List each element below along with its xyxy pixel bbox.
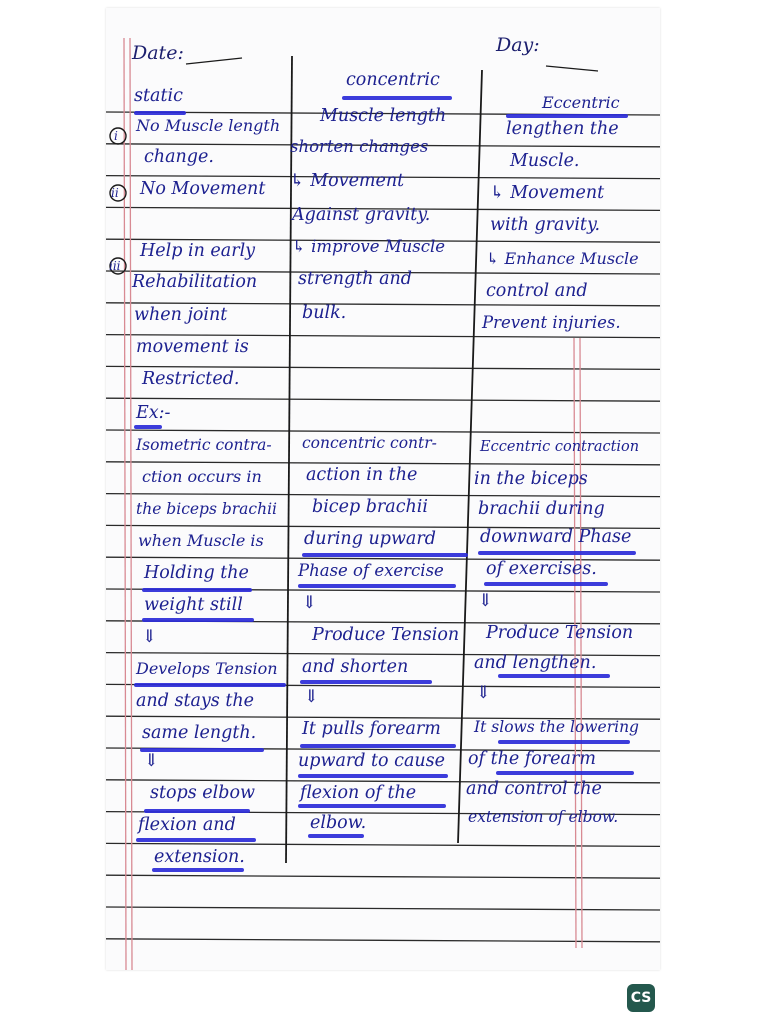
concentric-line: bicep brachii [312,497,428,517]
concentric-line: Muscle length [320,106,447,126]
static-highlight [142,618,254,622]
concentric-line: action in the [306,465,418,485]
concentric-line: concentric contr- [302,434,437,452]
concentric-line: ⇓ [304,687,319,707]
static-line: flexion and [138,815,236,835]
static-line: change. [144,147,214,167]
eccentric-line: Produce Tension [486,623,634,643]
static-line: ction occurs in [142,467,262,486]
concentric-line: elbow. [310,813,367,833]
eccentric-title: Eccentric [542,93,620,112]
eccentric-line: extension of elbow. [468,808,619,826]
static-line: Ex:- [136,403,171,423]
concentric-line: Phase of exercise [298,561,444,580]
concentric-line: ⇓ [302,593,317,613]
rule-line [106,907,660,910]
eccentric-line: control and [486,281,588,301]
eccentric-line: Muscle. [510,151,580,171]
concentric-line: ↳ Movement [290,171,405,191]
eccentric-line: ⇓ [478,591,493,611]
static-line: the biceps brachii [136,500,277,518]
eccentric-line: and lengthen. [474,653,597,673]
eccentric-line: of the forearm [468,749,596,769]
eccentric-highlight [484,582,608,586]
static-line: No Muscle length [136,116,281,135]
static-line: Holding the [144,563,249,583]
static-line: extension. [154,847,245,867]
concentric-line: Produce Tension [312,625,460,645]
concentric-line: bulk. [302,303,347,323]
eccentric-line: with gravity. [490,215,601,235]
static-line: ⇓ [144,751,159,771]
static-line: stops elbow [150,783,255,803]
concentric-line: during upward [304,529,436,549]
eccentric-line: and control the [466,779,602,799]
list-marker-i: i [114,129,118,143]
static-line: weight still [144,595,243,615]
concentric-title-highlight [342,96,452,100]
camscanner-logo: CS [627,984,655,1012]
concentric-highlight [298,584,456,588]
static-title: static [134,86,183,106]
eccentric-line: It slows the lowering [474,718,639,736]
concentric-line: upward to cause [298,751,445,771]
concentric-line: flexion of the [300,783,417,803]
static-line: ⇓ [142,627,157,647]
concentric-title: concentric [346,70,440,90]
concentric-line: strength and [298,269,412,289]
eccentric-line: ⇓ [476,683,491,703]
static-line: Isometric contra- [136,436,272,454]
rule-line [106,939,660,942]
static-line: Restricted. [142,369,240,389]
notebook-page [106,8,660,970]
eccentric-line: lengthen the [506,119,619,139]
eccentric-line: Prevent injuries. [482,313,621,332]
eccentric-highlight [498,674,610,678]
eccentric-line: ↳ Enhance Muscle [486,249,639,268]
eccentric-line: brachii during [478,499,605,519]
list-marker-ii: ii [111,186,119,200]
concentric-line: ↳ improve Muscle [292,237,445,256]
static-highlight [152,868,244,872]
concentric-line: Against gravity. [292,205,431,225]
static-line: Help in early [140,241,256,261]
static-line: Rehabilitation [132,272,258,292]
concentric-line: shorten changes [290,137,429,156]
static-line: and stays the [136,691,255,711]
concentric-highlight [308,834,364,838]
static-line: when joint [134,305,228,325]
day-label: Day: [496,34,540,56]
static-line: when Muscle is [138,531,264,550]
date-label: Date: [132,42,184,64]
rule-line [106,875,660,878]
eccentric-line: Eccentric contraction [480,439,640,455]
example-highlight [134,425,162,429]
eccentric-line: in the biceps [474,469,588,489]
eccentric-line: downward Phase [480,527,632,547]
concentric-line: It pulls forearm [302,719,441,739]
eccentric-line: ↳ Movement [490,183,605,203]
eccentric-line: of exercises. [486,559,597,579]
list-marker-iii: iii [109,259,121,273]
static-line: movement is [136,337,249,357]
static-line: Develops Tension [136,659,278,678]
rule-line [106,398,660,401]
concentric-highlight [300,680,432,684]
static-line: No Movement [140,179,266,199]
static-line: same length. [142,723,257,743]
concentric-line: and shorten [302,657,409,677]
